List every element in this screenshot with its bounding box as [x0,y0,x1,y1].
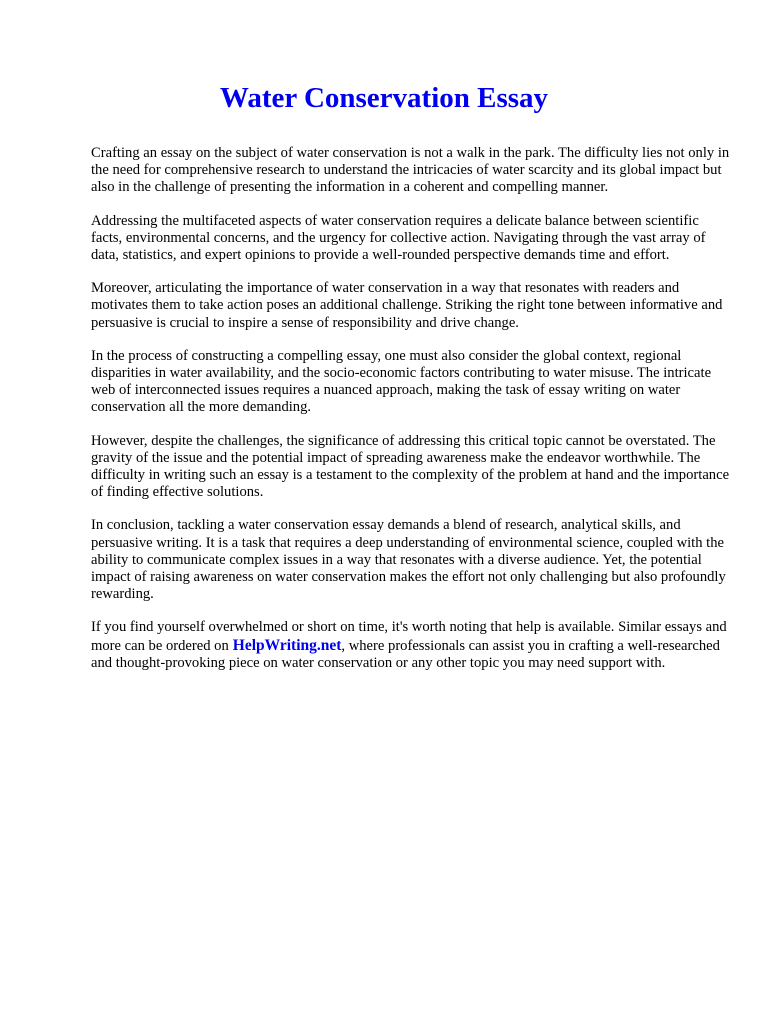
paragraph-7 [91,619,731,672]
paragraph-1: Crafting an essay on the subject of water conservation is not a walk in the park. The difficulty lies not only in the need for comprehensive research to understand the intricacies of water scarcity and its global impact but also in the challenge of presenting the information in a coherent and compelling manner. [91,145,730,196]
paragraph-2: Addressing the multifaceted aspects of water conservation requires a delicate balance between scientific facts, environmental concerns, and the urgency for collective action. Navigating through the vast array of data, statistics, and expert opinions to provide a well-rounded perspective demands time and effort. [91,212,706,264]
helpwriting-link[interactable]: HelpWriting.net [232,636,342,654]
paragraph-5: However, despite the challenges, the significance of addressing this critical topic cannot be overstated. The gravity of the issue and the potential impact of spreading awareness make the endeavor worthwhile. The difficulty in writing such an essay is a testament to the complexity of the problem at hand and the importance of finding effective solutions. [91,432,730,501]
paragraph-3: Moreover, articulating the importance of water conservation in a way that resonates with readers and motivates them to take action poses an additional challenge. Striking the right tone between informative and persuasive is crucial to inspire a sense of responsibility and drive change. [91,280,723,331]
essay-body [91,145,731,688]
paragraph-7-after-link: , where professionals can assist you in crafting a well-researched and thought-provoking piece on water conservation or any other topic you may need support with. [91,637,720,671]
paragraph-4: In the process of constructing a compelling essay, one must also consider the global context, regional disparities in water availability, and the socio-economic factors contributing to water misuse. The intricate web of interconnected issues requires a nuanced approach, making the task of essay writing on water conservation all the more demanding. [91,347,712,416]
paragraph-7-before-link: If you find yourself overwhelmed or short on time, it's worth noting that help is available. Similar essays and more can be ordered on [91,619,727,654]
paragraph-6: In conclusion, tackling a water conservation essay demands a blend of research, analytical skills, and persuasive writing. It is a task that requires a deep understanding of environmental science, coupled with the ability to communicate complex issues in a way that resonates with a diverse audience. Yet, the potential impact of raising awareness on water conservation makes the effort not only challenging but also profoundly rewarding. [91,517,726,603]
page-title: Water Conservation Essay [219,82,549,114]
